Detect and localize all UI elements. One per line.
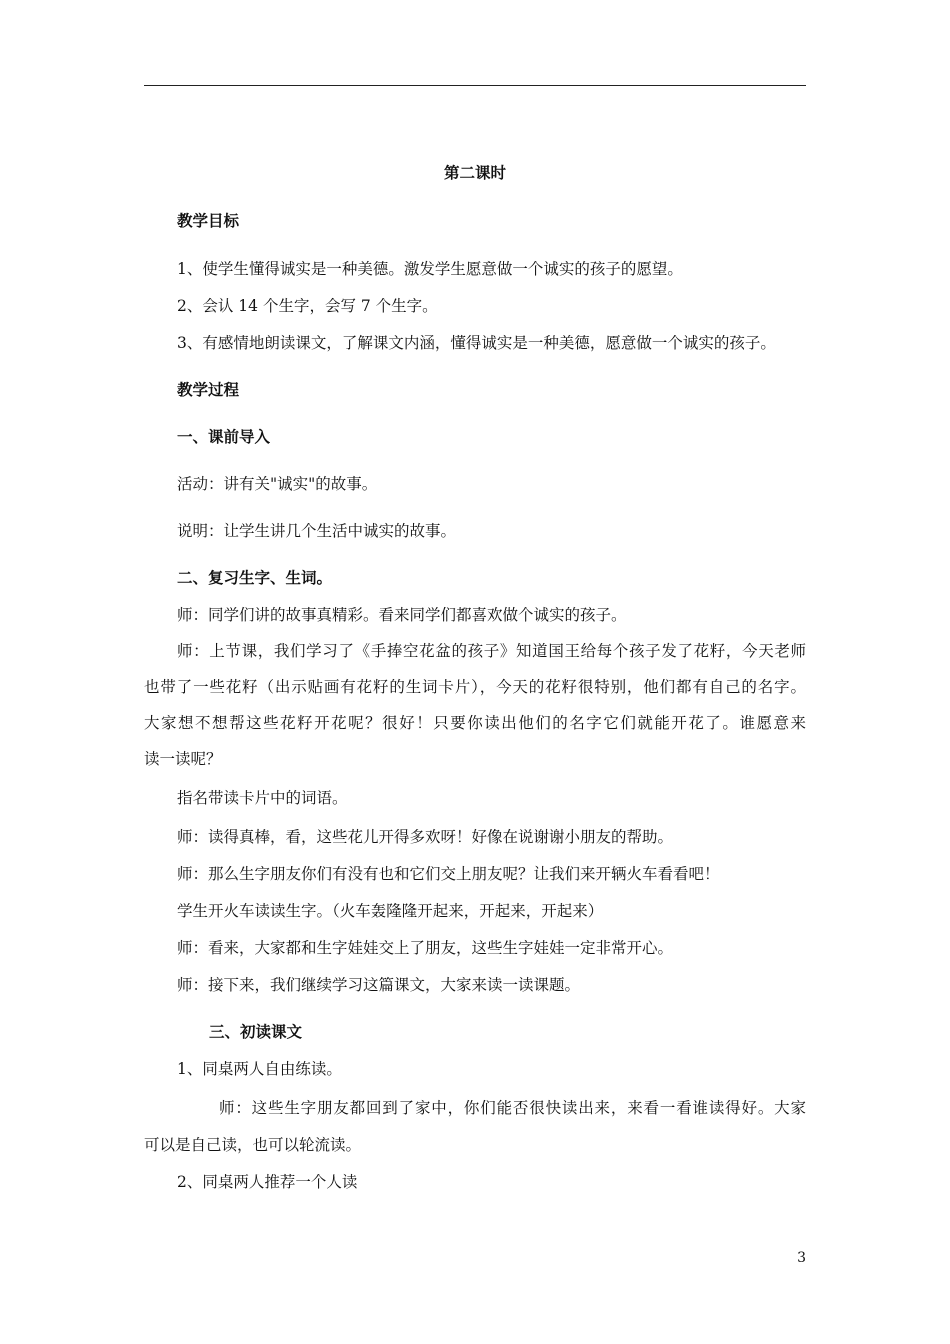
paragraph: 师：读得真棒，看，这些花儿开得多欢呀！好像在说谢谢小朋友的帮助。 [177, 828, 674, 846]
list-item: 2、同桌两人推荐一个人读 [177, 1173, 358, 1191]
section-heading-2: 二、复习生字、生词。 [177, 568, 333, 587]
list-item: 1、同桌两人自由练读。 [177, 1060, 342, 1078]
paragraph-line: 可以是自己读，也可以轮流读。 [144, 1136, 362, 1154]
paragraph: 师：那么生字朋友你们有没有也和它们交上朋友呢？让我们来开辆火车看看吧！ [177, 865, 720, 883]
paragraph-line: 也带了一些花籽（出示贴画有花籽的生词卡片），今天的花籽很特别，他们都有自己的名字。 [144, 678, 806, 696]
page-number: 3 [797, 1250, 806, 1266]
paragraph: 师：看来，大家都和生字娃娃交上了朋友，这些生字娃娃一定非常开心。 [177, 939, 674, 957]
lesson-title: 第二课时 [443, 163, 506, 182]
section-heading-1: 一、课前导入 [177, 427, 271, 446]
goal-item: 1、使学生懂得诚实是一种美德。激发学生愿意做一个诚实的孩子的愿望。 [177, 260, 683, 278]
activity-text: 活动：讲有关"诚实"的故事。 [177, 475, 378, 493]
goal-item: 2、会认 14 个生字，会写 7 个生字。 [177, 297, 438, 315]
paragraph-line: 大家想不想帮这些花籽开花呢？很好！只要你读出他们的名字它们就能开花了。谁愿意来 [144, 714, 806, 732]
process-heading: 教学过程 [177, 380, 240, 399]
paragraph-line: 师：这些生字朋友都回到了家中，你们能否很快读出来，来看一看谁读得好。大家 [219, 1099, 806, 1117]
section-heading-3: 三、初读课文 [209, 1022, 303, 1041]
paragraph: 师：接下来，我们继续学习这篇课文，大家来读一读课题。 [177, 976, 581, 994]
header-rule [144, 85, 806, 86]
note-text: 说明：让学生讲几个生活中诚实的故事。 [177, 522, 457, 540]
paragraph-line: 师：上节课，我们学习了《手捧空花盆的孩子》知道国王给每个孩子发了花籽，今天老师 [177, 642, 806, 660]
goals-heading: 教学目标 [177, 211, 240, 230]
paragraph: 指名带读卡片中的词语。 [177, 789, 348, 807]
goal-item: 3、有感情地朗读课文，了解课文内涵，懂得诚实是一种美德，愿意做一个诚实的孩子。 [177, 334, 776, 352]
paragraph: 学生开火车读读生字。（火车轰隆隆开起来，开起来，开起来） [177, 902, 604, 920]
paragraph-line: 读一读呢？ [144, 750, 222, 768]
paragraph: 师：同学们讲的故事真精彩。看来同学们都喜欢做个诚实的孩子。 [177, 606, 627, 624]
